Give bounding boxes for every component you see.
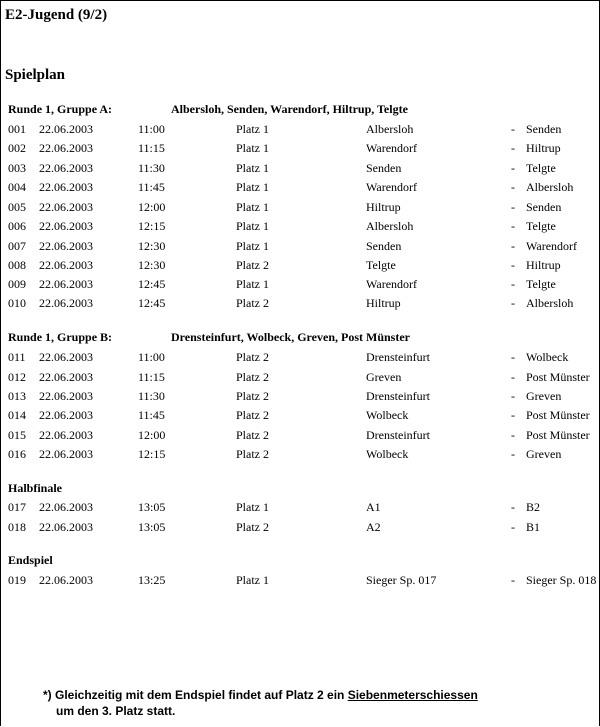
match-field: Platz 1	[236, 161, 269, 175]
match-date: 22.06.2003	[39, 408, 93, 422]
match-separator: -	[511, 141, 515, 155]
home-team: Drensteinfurt	[366, 428, 430, 442]
match-number: 018	[8, 520, 26, 534]
match-time: 13:05	[138, 520, 166, 534]
match-date: 22.06.2003	[39, 296, 93, 310]
home-team: Albersloh	[366, 122, 414, 136]
home-team: Drensteinfurt	[366, 389, 430, 403]
section-teams: Drensteinfurt, Wolbeck, Greven, Post Münster	[171, 330, 410, 344]
section-header-semifinal	[8, 479, 598, 497]
match-field: Platz 1	[236, 277, 269, 291]
match-time: 11:15	[138, 141, 165, 155]
match-time: 12:15	[138, 219, 166, 233]
match-separator: -	[511, 500, 515, 514]
match-field: Platz 2	[236, 350, 269, 364]
match-row	[8, 518, 598, 536]
match-date: 22.06.2003	[39, 277, 93, 291]
match-number: 015	[8, 428, 26, 442]
match-number: 011	[8, 350, 26, 364]
match-time: 11:00	[138, 350, 165, 364]
match-field: Platz 1	[236, 219, 269, 233]
match-time: 12:30	[138, 258, 166, 272]
home-team: Warendorf	[366, 141, 418, 155]
match-row	[8, 387, 598, 405]
match-row	[8, 498, 598, 516]
match-separator: -	[511, 200, 515, 214]
home-team: Drensteinfurt	[366, 350, 430, 364]
match-row	[8, 178, 598, 196]
match-row	[8, 368, 598, 386]
match-time: 11:30	[138, 389, 165, 403]
match-separator: -	[511, 258, 515, 272]
footnote-line-2: um den 3. Platz statt.	[56, 704, 176, 718]
away-team: Telgte	[526, 277, 556, 291]
section-label: Runde 1, Gruppe B:	[8, 330, 113, 344]
home-team: A1	[366, 500, 381, 514]
page-title: E2-Jugend (9/2)	[5, 7, 108, 23]
away-team: Telgte	[526, 161, 556, 175]
match-field: Platz 1	[236, 122, 269, 136]
match-date: 22.06.2003	[39, 122, 93, 136]
away-team: Senden	[526, 200, 562, 214]
match-time: 11:45	[138, 408, 165, 422]
footnote-highlight: Siebenmeterschiessen	[347, 688, 478, 702]
match-date: 22.06.2003	[39, 200, 93, 214]
away-team: Post Münster	[526, 370, 590, 384]
section-header-final	[8, 551, 598, 569]
match-date: 22.06.2003	[39, 350, 93, 364]
match-time: 12:15	[138, 447, 166, 461]
match-field: Platz 1	[236, 200, 269, 214]
match-field: Platz 1	[236, 500, 269, 514]
home-team: Albersloh	[366, 219, 414, 233]
match-field: Platz 2	[236, 408, 269, 422]
match-time: 11:45	[138, 180, 165, 194]
section-label: Endspiel	[8, 553, 53, 567]
match-number: 010	[8, 296, 26, 310]
match-date: 22.06.2003	[39, 389, 93, 403]
footnote	[43, 687, 478, 719]
match-date: 22.06.2003	[39, 447, 93, 461]
match-date: 22.06.2003	[39, 258, 93, 272]
match-separator: -	[511, 428, 515, 442]
match-separator: -	[511, 122, 515, 136]
match-field: Platz 2	[236, 447, 269, 461]
home-team: Wolbeck	[366, 408, 409, 422]
match-row	[8, 256, 598, 274]
match-field: Platz 1	[236, 239, 269, 253]
match-field: Platz 1	[236, 573, 269, 587]
match-number: 014	[8, 408, 26, 422]
match-time: 13:25	[138, 573, 166, 587]
footnote-text: *) Gleichzeitig mit dem Endspiel findet auf Platz 2 ein	[43, 688, 348, 702]
away-team: Post Münster	[526, 428, 590, 442]
match-separator: -	[511, 573, 515, 587]
match-time: 11:30	[138, 161, 165, 175]
match-time: 12:45	[138, 296, 166, 310]
home-team: Wolbeck	[366, 447, 409, 461]
match-time: 12:30	[138, 239, 166, 253]
match-date: 22.06.2003	[39, 180, 93, 194]
schedule-heading: Spielplan	[5, 67, 66, 83]
match-separator: -	[511, 277, 515, 291]
match-number: 013	[8, 389, 26, 403]
away-team: B1	[526, 520, 541, 534]
match-row	[8, 237, 598, 255]
match-row	[8, 445, 598, 463]
match-date: 22.06.2003	[39, 239, 93, 253]
match-row	[8, 120, 598, 138]
match-row	[8, 159, 598, 177]
match-separator: -	[511, 520, 515, 534]
home-team: Hiltrup	[366, 296, 401, 310]
match-row	[8, 275, 598, 293]
away-team: Albersloh	[526, 296, 574, 310]
match-field: Platz 2	[236, 258, 269, 272]
match-date: 22.06.2003	[39, 161, 93, 175]
match-field: Platz 2	[236, 370, 269, 384]
match-date: 22.06.2003	[39, 141, 93, 155]
match-row	[8, 406, 598, 424]
home-team: Telgte	[366, 258, 396, 272]
match-separator: -	[511, 370, 515, 384]
away-team: Hiltrup	[526, 258, 561, 272]
match-field: Platz 2	[236, 520, 269, 534]
match-date: 22.06.2003	[39, 219, 93, 233]
match-time: 11:00	[138, 122, 165, 136]
match-number: 008	[8, 258, 26, 272]
match-row	[8, 217, 598, 235]
match-field: Platz 1	[236, 141, 269, 155]
home-team: A2	[366, 520, 381, 534]
match-separator: -	[511, 161, 515, 175]
match-separator: -	[511, 408, 515, 422]
match-date: 22.06.2003	[39, 370, 93, 384]
match-number: 004	[8, 180, 26, 194]
section-header-group-b	[8, 328, 598, 346]
home-team: Hiltrup	[366, 200, 401, 214]
match-row	[8, 198, 598, 216]
away-team: Greven	[526, 389, 562, 403]
home-team: Warendorf	[366, 277, 418, 291]
section-label: Runde 1, Gruppe A:	[8, 102, 113, 116]
away-team: Hiltrup	[526, 141, 561, 155]
section-label: Halbfinale	[8, 481, 63, 495]
away-team: Greven	[526, 447, 562, 461]
section-header-group-a	[8, 100, 598, 118]
match-number: 009	[8, 277, 26, 291]
match-field: Platz 2	[236, 296, 269, 310]
away-team: Warendorf	[526, 239, 578, 253]
match-number: 016	[8, 447, 26, 461]
match-time: 12:00	[138, 200, 166, 214]
match-date: 22.06.2003	[39, 428, 93, 442]
match-date: 22.06.2003	[39, 573, 93, 587]
home-team: Sieger Sp. 017	[366, 573, 437, 587]
match-number: 001	[8, 122, 26, 136]
match-number: 006	[8, 219, 26, 233]
match-number: 002	[8, 141, 26, 155]
away-team: Albersloh	[526, 180, 574, 194]
away-team: Telgte	[526, 219, 556, 233]
match-row	[8, 426, 598, 444]
match-separator: -	[511, 239, 515, 253]
match-separator: -	[511, 350, 515, 364]
home-team: Senden	[366, 239, 402, 253]
match-time: 12:00	[138, 428, 166, 442]
match-row	[8, 294, 598, 312]
away-team: B2	[526, 500, 541, 514]
match-time: 12:45	[138, 277, 166, 291]
match-time: 13:05	[138, 500, 166, 514]
match-field: Platz 2	[236, 428, 269, 442]
match-separator: -	[511, 219, 515, 233]
home-team: Warendorf	[366, 180, 418, 194]
match-separator: -	[511, 180, 515, 194]
match-date: 22.06.2003	[39, 520, 93, 534]
section-teams: Albersloh, Senden, Warendorf, Hiltrup, Telgte	[171, 102, 408, 116]
match-row	[8, 348, 598, 366]
match-row	[8, 139, 598, 157]
match-number: 007	[8, 239, 26, 253]
match-field: Platz 1	[236, 180, 269, 194]
match-time: 11:15	[138, 370, 165, 384]
match-number: 019	[8, 573, 26, 587]
match-separator: -	[511, 447, 515, 461]
away-team: Post Münster	[526, 408, 590, 422]
match-number: 005	[8, 200, 26, 214]
away-team: Sieger Sp. 018	[526, 573, 597, 587]
match-number: 003	[8, 161, 26, 175]
home-team: Senden	[366, 161, 402, 175]
match-separator: -	[511, 296, 515, 310]
match-number: 017	[8, 500, 26, 514]
match-row	[8, 571, 598, 589]
match-separator: -	[511, 389, 515, 403]
match-date: 22.06.2003	[39, 500, 93, 514]
home-team: Greven	[366, 370, 402, 384]
away-team: Wolbeck	[526, 350, 569, 364]
match-number: 012	[8, 370, 26, 384]
away-team: Senden	[526, 122, 562, 136]
match-field: Platz 2	[236, 389, 269, 403]
